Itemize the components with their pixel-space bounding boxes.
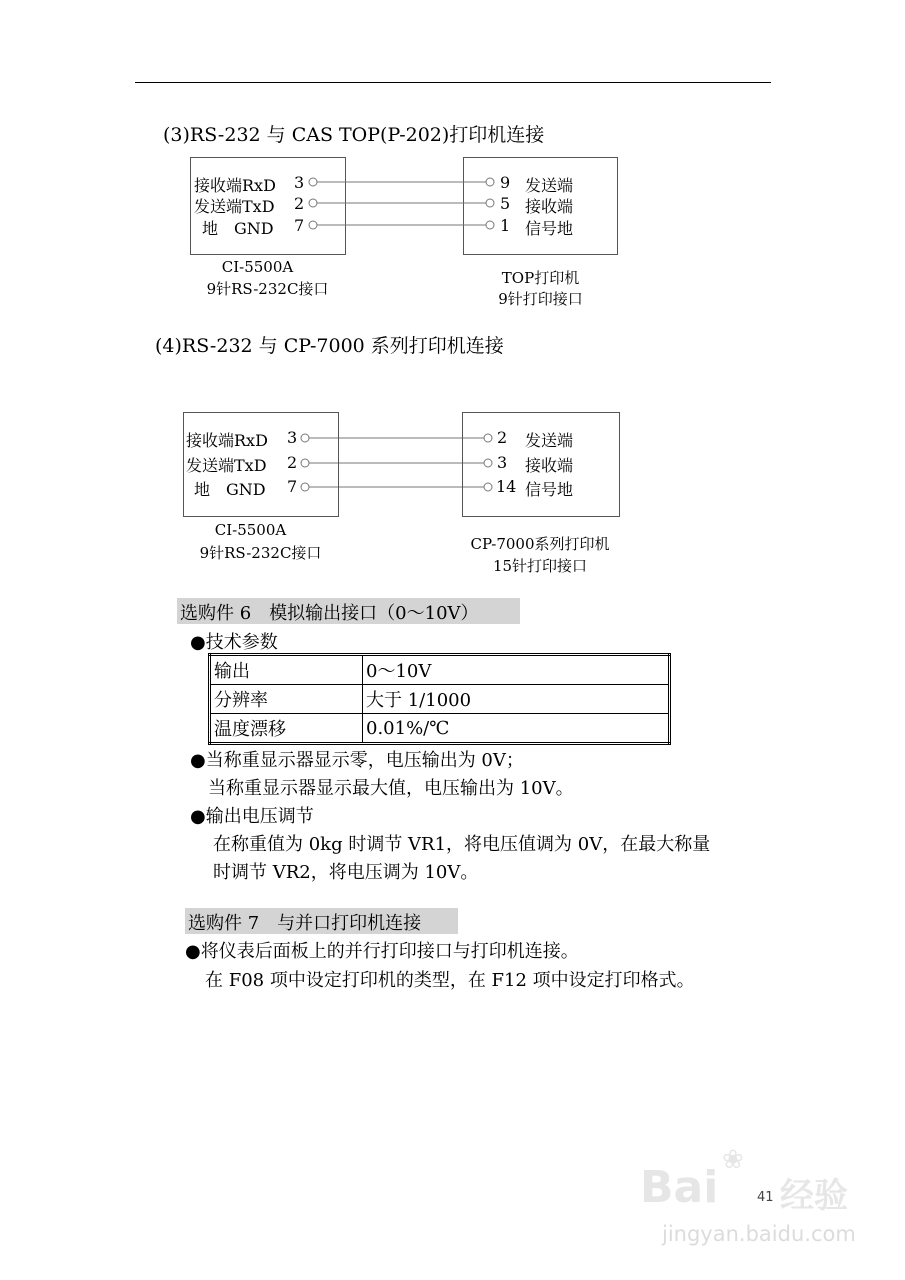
d1-left-label-1: 接收端RxD xyxy=(194,176,276,195)
d2-right-num-1: 2 xyxy=(497,428,508,447)
spec-label-drift: 温度漂移 xyxy=(210,714,363,744)
table-row xyxy=(210,685,670,714)
d2-left-label-3: 地 GND xyxy=(194,480,266,499)
table-row xyxy=(210,655,670,685)
d1-right-terminal-3 xyxy=(486,221,494,229)
d1-left-caption-1: CI-5500A xyxy=(221,258,294,276)
d1-left-terminal-2 xyxy=(309,199,317,207)
section3-title: (3)RS-232 与 CAS TOP(P-202)打印机连接 xyxy=(163,124,545,146)
bullet-voltage-adjust: ●输出电压调节 xyxy=(190,806,314,827)
watermark-brand: Bai xyxy=(640,1162,719,1213)
d2-left-label-2: 发送端TxD xyxy=(186,456,267,475)
watermark-brand-cn: 经验 xyxy=(780,1176,848,1216)
spec-label-output: 输出 xyxy=(210,655,363,685)
d2-right-label-2: 接收端 xyxy=(525,456,574,475)
d2-right-label-3: 信号地 xyxy=(525,480,574,499)
d1-right-num-3: 1 xyxy=(500,216,511,235)
d1-right-terminal-1 xyxy=(486,178,494,186)
d2-right-num-2: 3 xyxy=(497,453,508,472)
watermark-url: jingyan.baidu.com xyxy=(662,1222,856,1246)
d1-right-num-1: 9 xyxy=(500,173,511,192)
d1-left-label-2: 发送端TxD xyxy=(194,197,275,216)
d2-right-caption-2: 15针打印接口 xyxy=(492,557,588,575)
adjust-line-2: 时调节 VR2，将电压调为 10V。 xyxy=(213,862,479,883)
d1-left-terminal-1 xyxy=(309,178,317,186)
d1-right-label-3: 信号地 xyxy=(525,219,574,238)
d2-left-num-2: 2 xyxy=(287,453,298,472)
d2-right-label-1: 发送端 xyxy=(525,431,574,450)
option7-line-1: ●将仪表后面板上的并行打印接口与打印机连接。 xyxy=(185,941,579,962)
d1-left-num-3: 7 xyxy=(294,216,305,235)
option7-title: 选购件 7 与并口打印机连接 xyxy=(188,913,422,934)
d2-left-label-1: 接收端RxD xyxy=(186,431,268,450)
spec-value-drift: 0.01%/℃ xyxy=(363,714,670,744)
d2-right-caption-1: CP-7000系列打印机 xyxy=(470,535,610,553)
spec-value-output: 0～10V xyxy=(363,655,670,685)
d1-left-num-2: 2 xyxy=(294,194,305,213)
bullet-tech-params: ●技术参数 xyxy=(190,632,278,653)
d1-right-caption-1: TOP打印机 xyxy=(501,269,580,287)
d2-left-caption-2: 9针RS-232C接口 xyxy=(199,544,322,562)
d1-right-terminal-2 xyxy=(486,199,494,207)
d1-right-label-2: 接收端 xyxy=(525,197,574,216)
d1-left-label-3: 地 GND xyxy=(202,219,274,238)
d2-left-num-1: 3 xyxy=(287,428,298,447)
line-max-display: 当称重显示器显示最大值，电压输出为 10V。 xyxy=(208,778,574,799)
option6-title: 选购件 6 模拟输出接口（0～10V） xyxy=(180,603,479,624)
spec-table xyxy=(208,653,671,745)
spec-value-resolution: 大于 1/1000 xyxy=(363,685,670,714)
adjust-line-1: 在称重值为 0kg 时调节 VR1，将电压值调为 0V，在最大称量 xyxy=(213,834,711,855)
page-number: 41 xyxy=(757,1190,774,1205)
d2-right-num-3: 14 xyxy=(496,477,517,496)
d1-right-label-1: 发送端 xyxy=(525,176,574,195)
d1-right-num-2: 5 xyxy=(500,194,511,213)
d2-left-caption-1: CI-5500A xyxy=(214,521,287,539)
line-zero-display: ●当称重显示器显示零，电压输出为 0V； xyxy=(190,750,524,771)
table-row xyxy=(210,714,670,744)
paw-icon: ❀ xyxy=(722,1145,744,1175)
d1-left-caption-2: 9针RS-232C接口 xyxy=(206,280,329,298)
d1-right-caption-2: 9针打印接口 xyxy=(498,290,583,308)
option7-line-2: 在 F08 项中设定打印机的类型，在 F12 项中设定打印格式。 xyxy=(205,970,695,991)
d2-left-num-3: 7 xyxy=(287,477,298,496)
d1-left-num-1: 3 xyxy=(294,173,305,192)
spec-label-resolution: 分辨率 xyxy=(210,685,363,714)
d1-left-terminal-3 xyxy=(309,221,317,229)
section4-title: (4)RS-232 与 CP-7000 系列打印机连接 xyxy=(155,335,504,357)
